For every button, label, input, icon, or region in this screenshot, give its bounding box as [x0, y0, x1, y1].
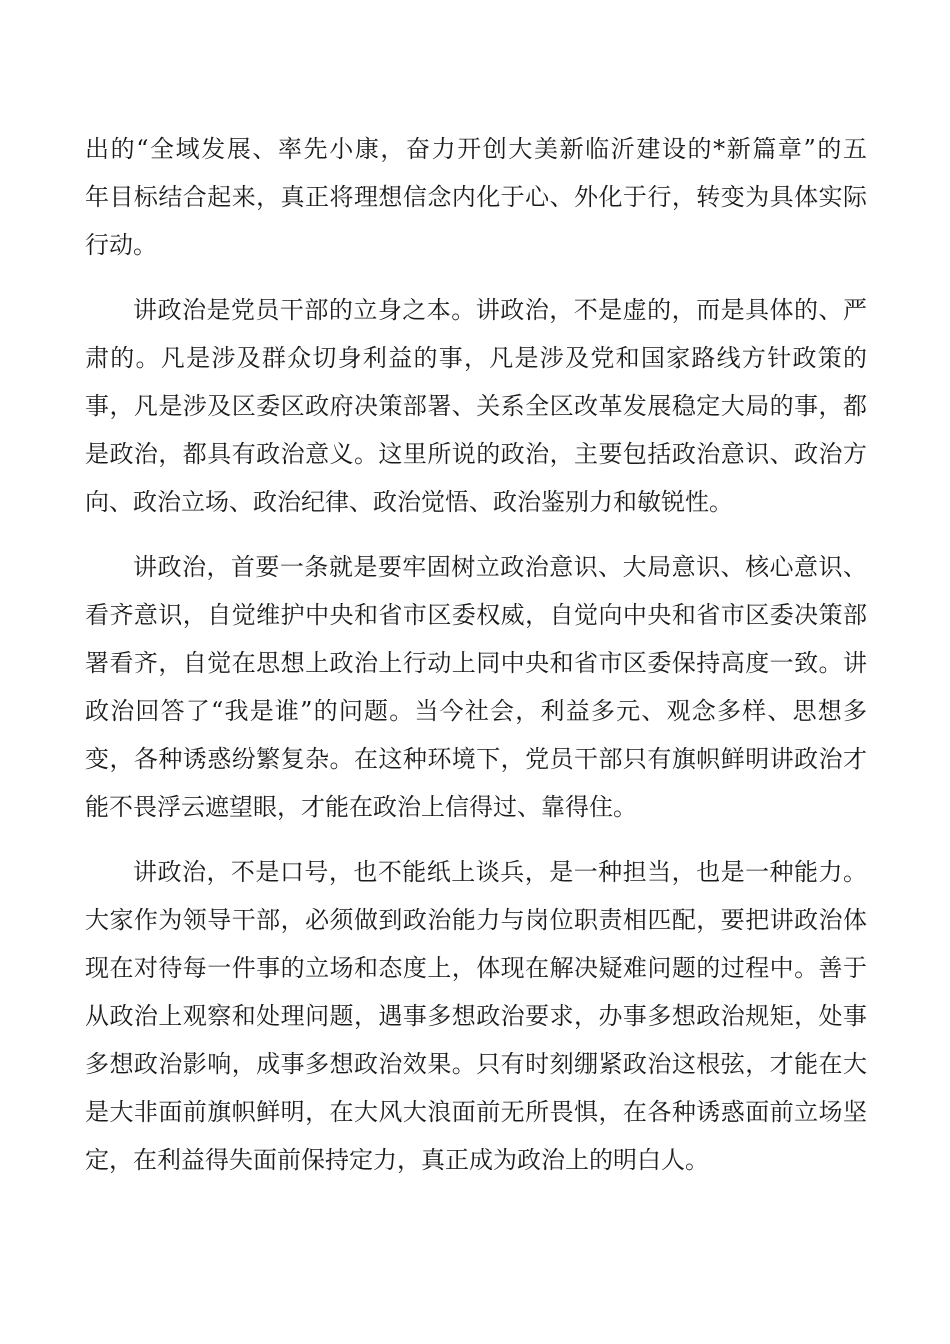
paragraph-line: 事，凡是涉及区委区政府决策部署、关系全区改革发展稳定大局的事，都	[85, 392, 867, 420]
paragraph-line: 多想政治影响，成事多想政治效果。只有时刻绷紧政治这根弦，才能在大	[85, 1050, 867, 1078]
paragraph-line: 肃的。凡是涉及群众切身利益的事，凡是涉及党和国家路线方针政策的	[85, 344, 867, 372]
paragraph-line: 从政治上观察和处理问题，遇事多想政治要求，办事多想政治规矩，处事	[85, 1002, 867, 1030]
paragraph-line: 是政治，都具有政治意义。这里所说的政治，主要包括政治意识、政治方	[85, 440, 867, 468]
document-body	[85, 125, 867, 1184]
paragraph-line: 看齐意识，自觉维护中央和省市区委权威，自觉向中央和省市区委决策部	[85, 601, 867, 629]
paragraph-line: 年目标结合起来，真正将理想信念内化于心、外化于行，转变为具体实际	[85, 183, 867, 211]
paragraph-line: 大家作为领导干部，必须做到政治能力与岗位职责相匹配，要把讲政治体	[85, 906, 867, 934]
paragraph-line: 能不畏浮云遮望眼，才能在政治上信得过、靠得住。	[85, 793, 637, 821]
paragraph-line: 讲政治，首要一条就是要牢固树立政治意识、大局意识、核心意识、	[133, 553, 867, 581]
paragraph-line: 现在对待每一件事的立场和态度上，体现在解决疑难问题的过程中。善于	[85, 954, 867, 982]
paragraph-1	[85, 125, 867, 269]
paragraph-line: 政治回答了“我是谁”的问题。当今社会，利益多元、观念多样、思想多	[85, 697, 867, 725]
paragraph-line: 出的“全域发展、率先小康，奋力开创大美新临沂建设的*新篇章”的五	[85, 135, 867, 163]
paragraph-3	[85, 543, 867, 831]
paragraph-line: 是大非面前旗帜鲜明，在大风大浪面前无所畏惧，在各种诱惑面前立场坚	[85, 1098, 867, 1126]
paragraph-4	[85, 848, 867, 1184]
paragraph-line: 变，各种诱惑纷繁复杂。在这种环境下，党员干部只有旗帜鲜明讲政治才	[85, 745, 867, 773]
paragraph-line: 定，在利益得失面前保持定力，真正成为政治上的明白人。	[85, 1146, 709, 1174]
paragraph-line: 讲政治是党员干部的立身之本。讲政治，不是虚的，而是具体的、严	[133, 296, 867, 324]
paragraph-line: 署看齐，自觉在思想上政治上行动上同中央和省市区委保持高度一致。讲	[85, 649, 867, 677]
paragraph-2	[85, 286, 867, 526]
paragraph-line: 讲政治，不是口号，也不能纸上谈兵，是一种担当，也是一种能力。	[133, 858, 867, 886]
paragraph-line: 行动。	[85, 231, 157, 259]
paragraph-line: 向、政治立场、政治纪律、政治觉悟、政治鉴别力和敏锐性。	[85, 488, 733, 516]
